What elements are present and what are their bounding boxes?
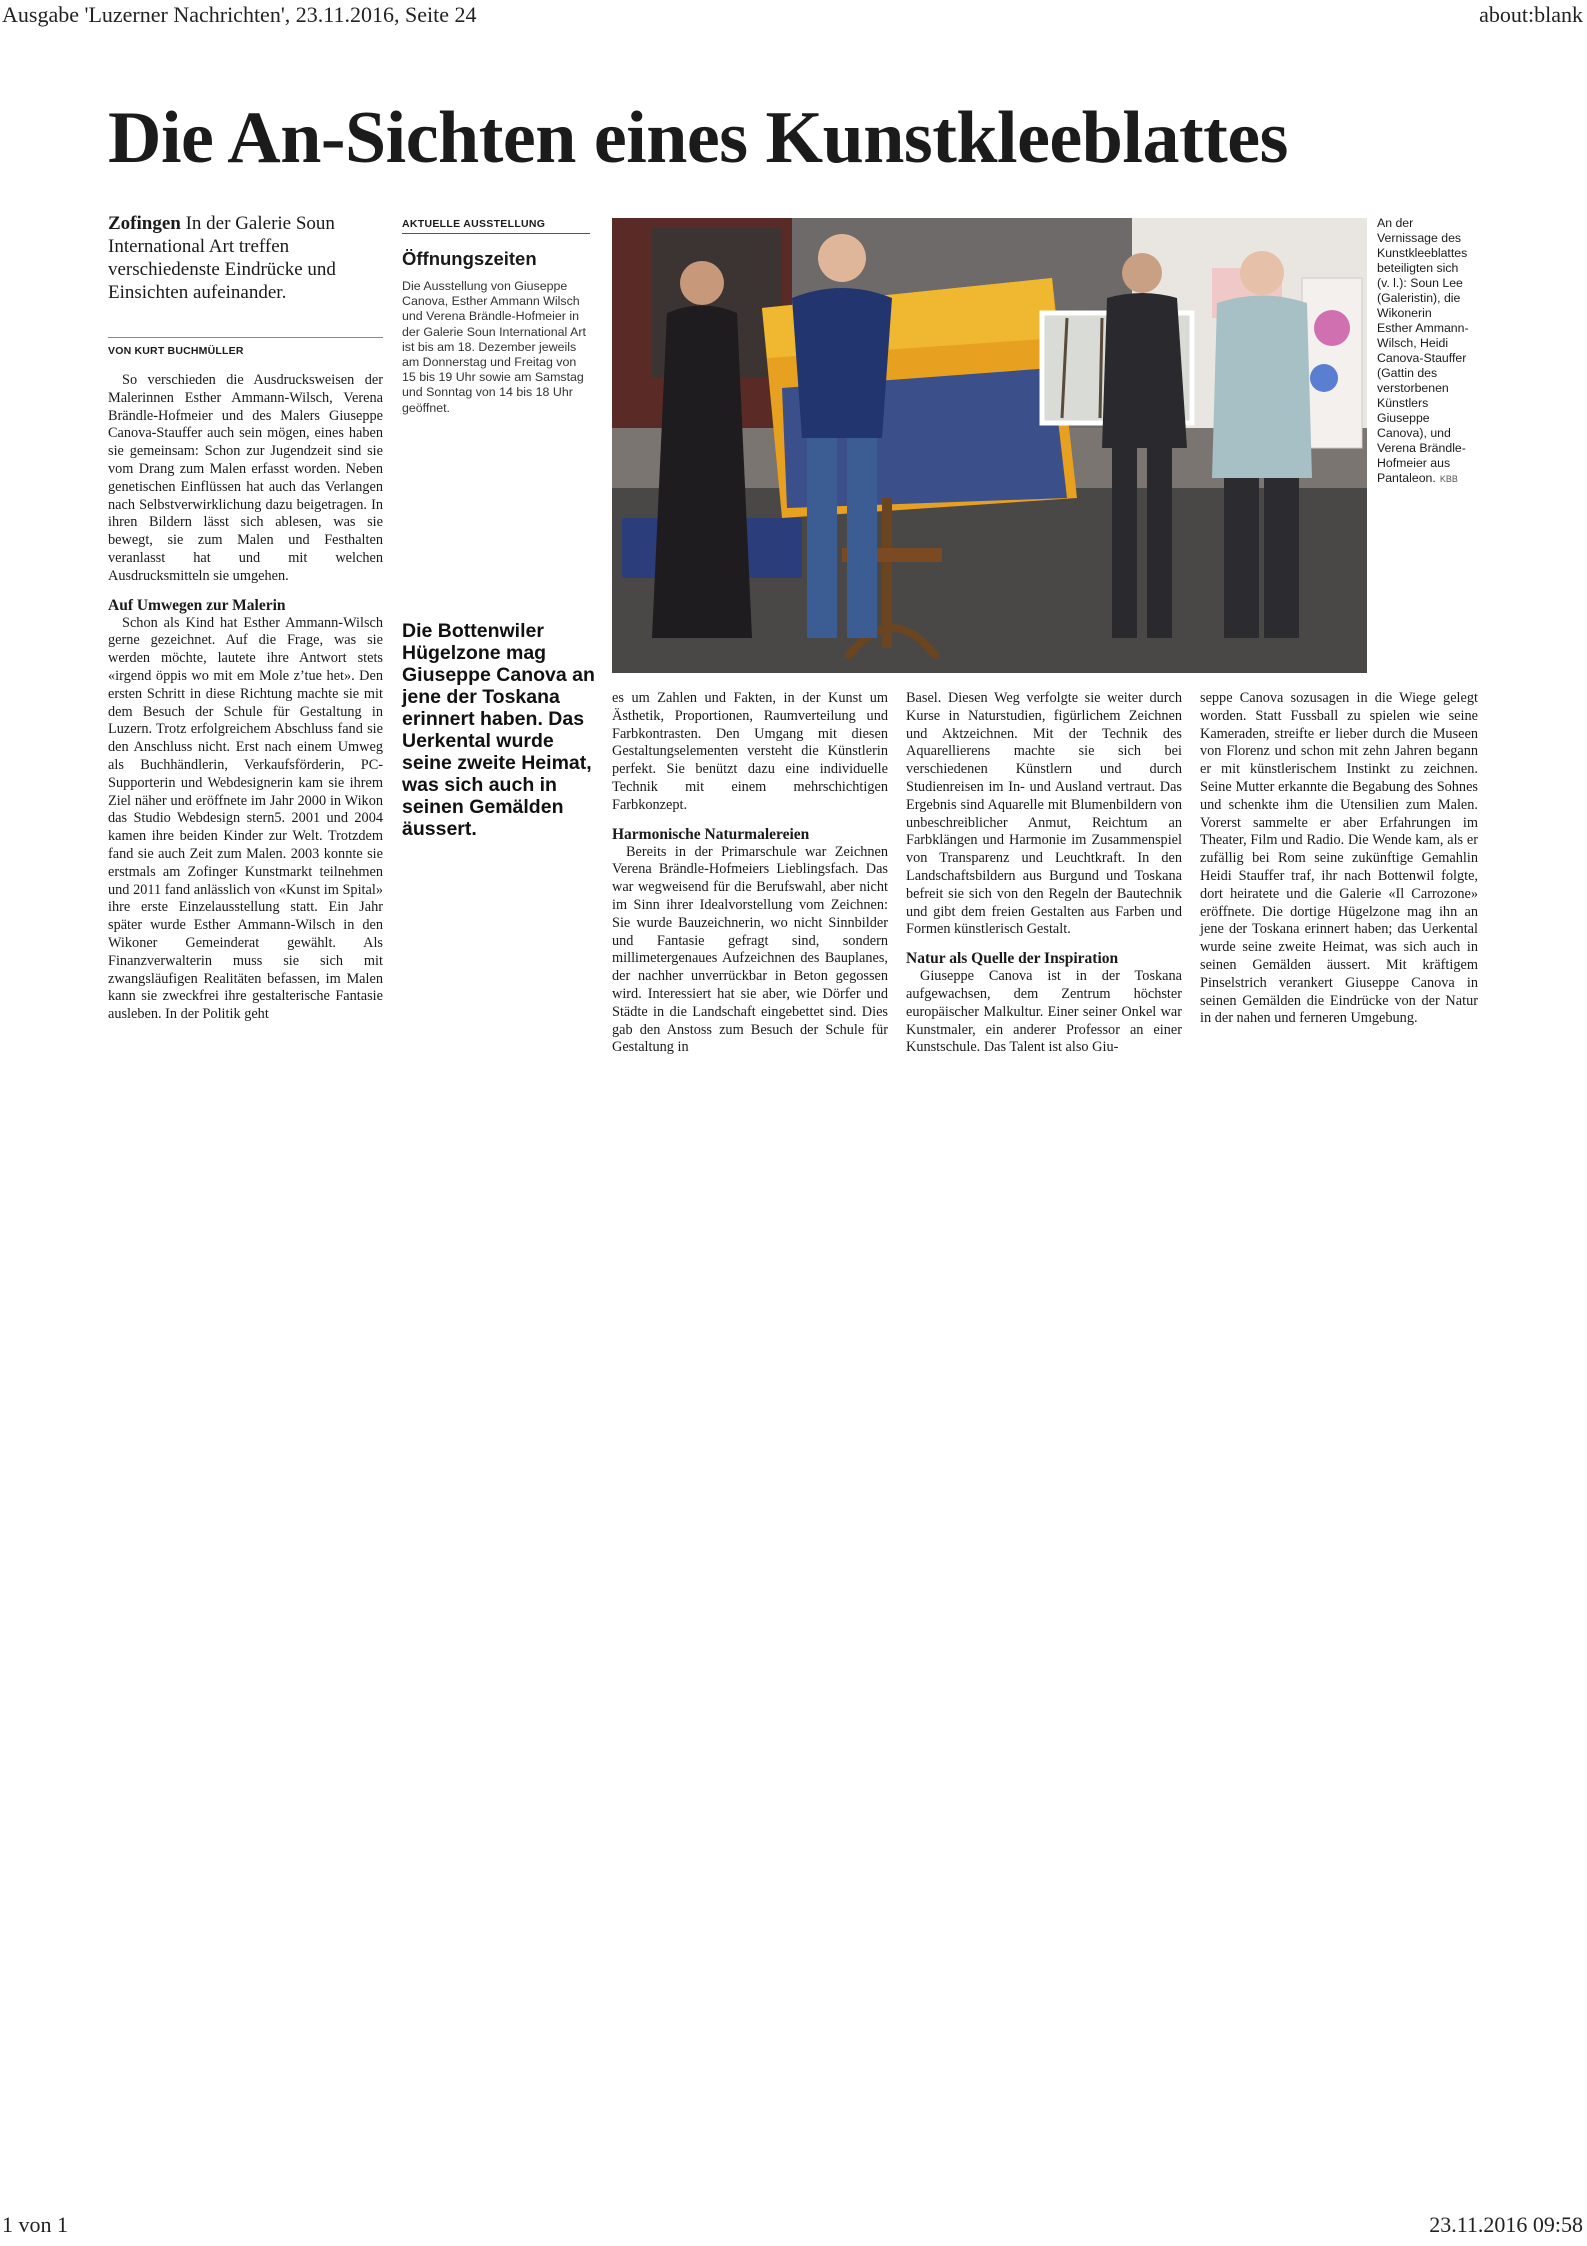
print-footer-timestamp: 23.11.2016 09:58	[1429, 2212, 1583, 2237]
print-footer-page: 1 von 1	[2, 2212, 68, 2237]
info-box-kicker: AKTUELLE AUSSTELLUNG	[402, 218, 590, 234]
lead-text: In der Galerie Soun International Art treffen verschiedenste Eindrücke und Einsichten aufeinander.	[108, 213, 336, 303]
article-headline: Die An-Sichten eines Kunstkleeblattes	[108, 97, 1288, 179]
lead-dateline: Zofingen	[108, 213, 181, 234]
gallery-photo	[612, 218, 1367, 673]
photo-caption-text: An der Vernissage des Kunstkleeblattes beteiligten sich (v. l.): Soun Lee (Galeristin), die Wikonerin Esther Ammann-Wilsch, Heidi Canova-Stauffer (Gattin des verstorbenen Künstlers Giuseppe Canova), und Verena Brändle-Hofmeier aus Pantaleon.	[1377, 216, 1469, 485]
article-column-4	[1200, 690, 1478, 1028]
article-lead	[108, 212, 383, 304]
paragraph: Bereits in der Primarschule war Zeichnen Verena Brändle-Hofmeiers Lieblingsfach. Das war wegweisend für die Berufswahl, aber nicht im Sinn ihrer Idealvorstellung vom Zeichnen: Sie wurde Bauzeichnerin, wo nicht Sinnbilder und Fantasie gefragt sind, sondern millimetergenaues Aufzeichnen des Bauplanes, der nachher unverrückbar in Beton gegossen wird. Interessiert hat sie aber, wie Dörfer und Städte in die Landschaft eingebettet sind. Dies gab den Anstoss zum Besuch der Schule für Gestaltung in	[612, 843, 888, 1056]
paragraph: So verschieden die Ausdrucksweisen der Malerinnen Esther Ammann-Wilsch, Verena Brändle-Hofmeier und des Malers Giuseppe Canova-Stauffer auch sein mögen, eines haben sie gemeinsam: Schon zur Jugendzeit sind sie vom Drang zum Malen erfasst worden. Neben genetischen Einflüssen hat auch das Verlangen nach Selbstverwirklichung dazu beigetragen. In ihren Bildern lässt sich ablesen, was sie bewegt, sie zum Malen und Festhalten veranlasst hat und mit welchen Ausdrucksmitteln sie umgehen.	[108, 372, 383, 584]
print-header-url: about:blank	[1479, 2, 1583, 27]
article-column-3	[906, 690, 1182, 1057]
article-column-1	[108, 372, 383, 1024]
article-column-2	[612, 690, 888, 1057]
pull-quote: Die Bottenwiler Hügelzone mag Giuseppe Canova an jene der Toskana erinnert haben. Das Uerkental wurde seine zweite Heimat, was sich auch in seinen Gemälden äussert.	[402, 620, 595, 840]
photo-caption	[1377, 216, 1469, 487]
info-box	[402, 218, 590, 416]
byline: VON KURT BUCHMÜLLER	[108, 345, 244, 357]
info-box-text: Die Ausstellung von Giuseppe Canova, Esther Ammann Wilsch und Verena Brändle-Hofmeier in der Galerie Soun International Art ist bis am 18. Dezember jeweils am Donnerstag und Freitag von 15 bis 19 Uhr sowie am Samstag und Sonntag von 14 bis 18 Uhr geöffnet.	[402, 279, 586, 415]
subheading: Harmonische Naturmalereien	[612, 825, 810, 843]
photo-credit: KBB	[1439, 474, 1458, 484]
paragraph: Giuseppe Canova ist in der Toskana aufgewachsen, dem Zentrum höchster europäischer Malkultur. Einer seiner Onkel war Kunstmaler, ein anderer Professor an einer Kunstschule. Das Talent ist also Giu-	[906, 968, 1182, 1056]
print-header-title: Ausgabe 'Luzerner Nachrichten', 23.11.2016, Seite 24	[2, 2, 477, 27]
subheading: Auf Umwegen zur Malerin	[108, 596, 286, 614]
person-1	[652, 261, 752, 638]
lead-divider	[108, 337, 383, 338]
paragraph: seppe Canova sozusagen in die Wiege gelegt worden. Statt Fussball zu spielen wie seine Kameraden, streifte er lieber durch die Museen von Florenz und schon mit zehn Jahren begann er mit künstlerischem Instinkt zu zeichnen. Seine Mutter erkannte die Begabung des Sohnes und schenkte ihm die Utensilien zum Malen. Vorerst sammelte er aber Erfahrungen im Theater, Film und Radio. Die Wende kam, als er zufällig bei Rom seine zukünftige Gemahlin Heidi Stauffer traf, ihr nach Bottenwil folgte, dort heiratete und die Galerie «Il Carrozone» eröffnete. Die dortige Hügelzone mag ihn an jene der Toskana erinnert haben; das Uerkental wurde seine zweite Heimat, was sich auch in seinen Gemälden äussert. Mit kräftigem Pinselstrich verankert Giuseppe Canova in seinen Gemälden die Eindrücke von der Natur in der nahen und ferneren Umgebung.	[1200, 690, 1478, 1027]
paragraph: Basel. Diesen Weg verfolgte sie weiter durch Kurse in Naturstudien, figürlichem Zeichnen und Aktzeichnen. Mit der Technik des Aquarellierens machte sie sich bei verschiedenen Künstlern und durch Studienreisen im In- und Ausland vertraut. Das Ergebnis sind Aquarelle mit Blumenbildern von unbeschreiblicher Anmut, Reichtum an Farbklängen und Harmonie im Zusammenspiel von Transparenz und Leuchtkraft. In den Landschaftsbildern aus Burgund und Toskana befreit sie sich von den Regeln der Bautechnik und gibt dem freien Gestalten aus Farben und Formen künstlerisch Gestalt.	[906, 690, 1182, 938]
info-box-title: Öffnungszeiten	[402, 248, 537, 269]
paragraph: Schon als Kind hat Esther Ammann-Wilsch gerne gezeichnet. Auf die Frage, was sie werden möchte, lautete ihre Antwort stets «irgend öppis wo mit em Mole z’tue het». Den ersten Schritt in diese Richtung machte sie mit dem Besuch der Schule für Gestaltung in Luzern. Trotz erfolgreichem Abschluss fand sie den Anschluss nicht. Erst nach einem Umweg als Buchhändlerin, Verkaufsförderin, PC-Supporterin und Webdesignerin kam sie ihrem Ziel näher und eröffnete im Jahr 2000 in Wikon das Studio Webdesign stern5. 2001 und 2004 kamen ihre beiden Kinder zur Welt. Trotzdem fand sie auch Zeit zum Malen. 2003 konnte sie erstmals am Zofinger Kunstmarkt teilnehmen und 2011 fand anlässlich von «Kunst im Spital» ihre erste Einzelausstellung statt. Ein Jahr später wurde Esther Ammann-Wilsch in den Wikoner Gemeinderat gewählt. Als Finanzverwalterin muss sie sich mit zwangsläufigen Realitäten befassen, im Malen kann sie zweckfrei ihre gestalterische Fantasie ausleben. In der Politik geht	[108, 614, 383, 1023]
subheading: Natur als Quelle der Inspiration	[906, 950, 1119, 968]
paragraph: es um Zahlen und Fakten, in der Kunst um Ästhetik, Proportionen, Raumverteilung und Farbkontrasten. Den Umgang mit diesen Gestaltungselementen versteht die Künstlerin perfekt. Sie benützt dazu eine individuelle Technik mit einem mehrschichtigen Farbkonzept.	[612, 690, 888, 813]
